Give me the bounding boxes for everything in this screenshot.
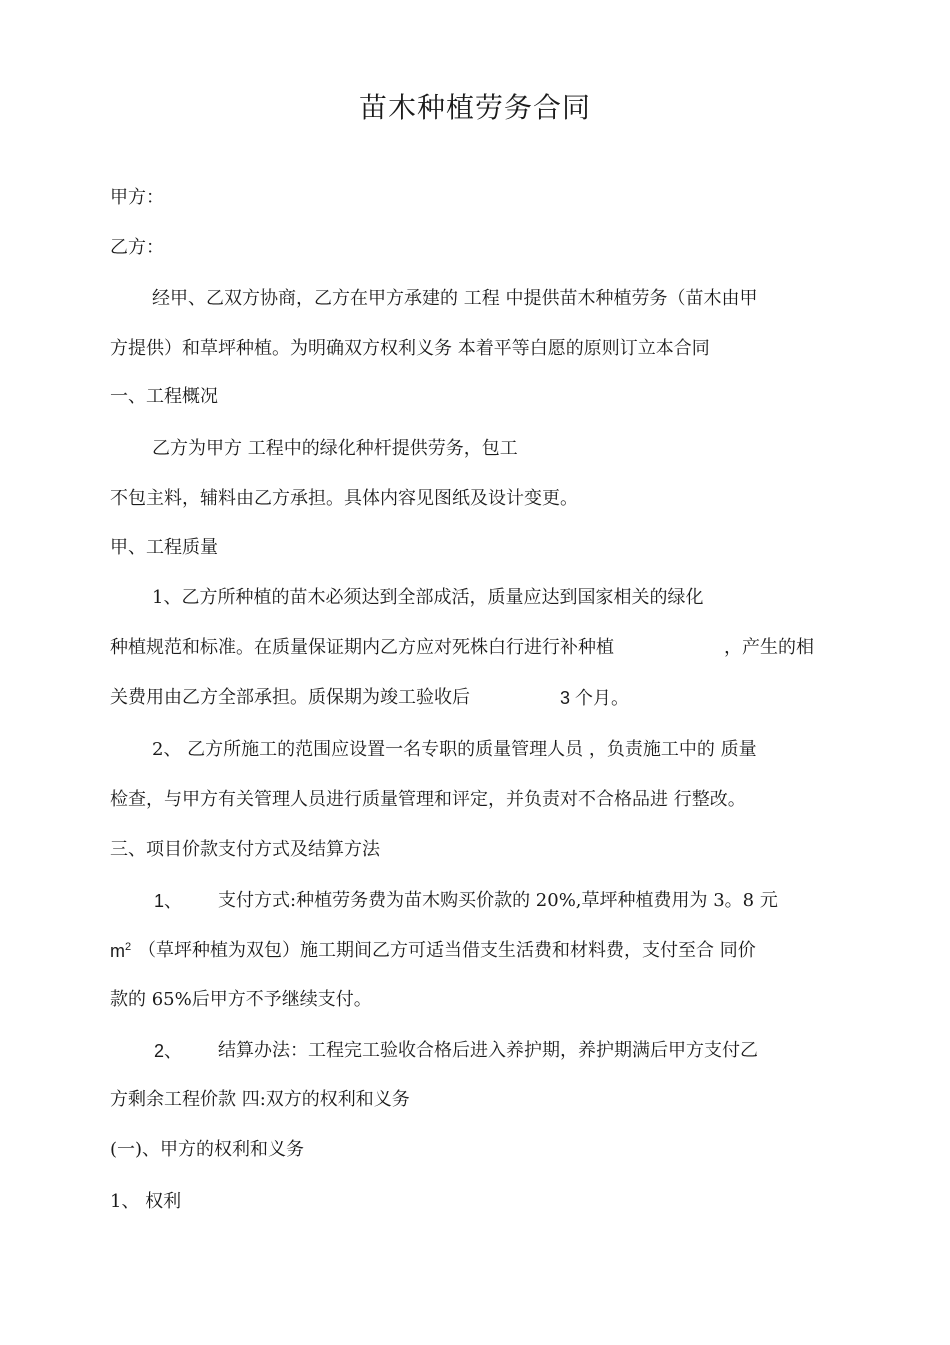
section-2-item-2-line-2: 检查，与甲方有关管理人员进行质量管理和评定，并负责对不合格品进 行整改。 <box>110 789 746 810</box>
page-title: 苗木种植劳务合同 <box>358 91 591 124</box>
intro-line-2: 方提供）和草坪种植。为明确双方权利义务 本着平等白愿的原则订立本合同 <box>110 338 710 359</box>
section-3-item-2-line-1: 结算办法：工程完工验收合格后进入养护期，养护期满后甲方支付乙 <box>218 1040 758 1061</box>
section-3-item-1-line-3: 款的 65%后甲方不予继续支付。 <box>110 989 372 1010</box>
section-2-item-1-line-3: 关费用由乙方全部承担。质保期为竣工验收后 <box>110 687 470 708</box>
section-3-heading: 三、项目价款支付方式及结算方法 <box>110 839 380 860</box>
section-3-item-2-number: 2、 <box>154 1041 183 1061</box>
unit-square-meter: $m^2$ <box>110 941 132 961</box>
section-3-item-2-line-2: 方剩余工程价款 四:双方的权利和义务 <box>110 1089 410 1110</box>
section-1-line-1: 乙方为甲方 工程中的绿化种杆提供劳务，包工 <box>152 438 518 459</box>
party-b-label: 乙方： <box>110 237 164 258</box>
section-4-sub-heading: (一)、甲方的权利和义务 <box>110 1139 305 1160</box>
section-2-item-1-line-2: 种植规范和标准。在质量保证期内乙方应对死株白行进行补种植 <box>110 637 614 658</box>
party-a-label: 甲方： <box>110 187 164 208</box>
section-2-item-1-line-2-tail: ，产生的相 <box>724 637 814 658</box>
section-3-item-1-number: 1、 <box>154 891 183 911</box>
section-2-item-1-line-3-tail: 3 个月。 <box>560 688 630 708</box>
intro-line-1: 经甲、乙双方协商，乙方在甲方承建的 工程 中提供苗木种植劳务（苗木由甲 <box>152 288 758 309</box>
section-2-item-2-line-1: 2、 乙方所施工的范围应设置一名专职的质量管理人员 ，负责施工中的 质量 <box>152 739 757 760</box>
section-1-line-2: 不包主料，辅料由乙方承担。具体内容见图纸及设计变更。 <box>110 488 578 509</box>
section-2-item-1-line-1: 1、乙方所种植的苗木必须达到全部成活，质量应达到国家相关的绿化 <box>152 587 704 608</box>
section-3-item-1-line-1: 支付方式:种植劳务费为苗木购买价款的 20%,草坪种植费用为 3。8 元 <box>218 890 778 911</box>
section-1-heading: 一、工程概况 <box>110 386 218 407</box>
section-3-item-1-line-2: （草坪种植为双包）施工期间乙方可适当借支生活费和材料费，支付至合 同价 <box>138 940 756 961</box>
section-2-heading: 甲、工程质量 <box>110 537 218 558</box>
section-4-item-1: 1、 权利 <box>110 1191 182 1212</box>
